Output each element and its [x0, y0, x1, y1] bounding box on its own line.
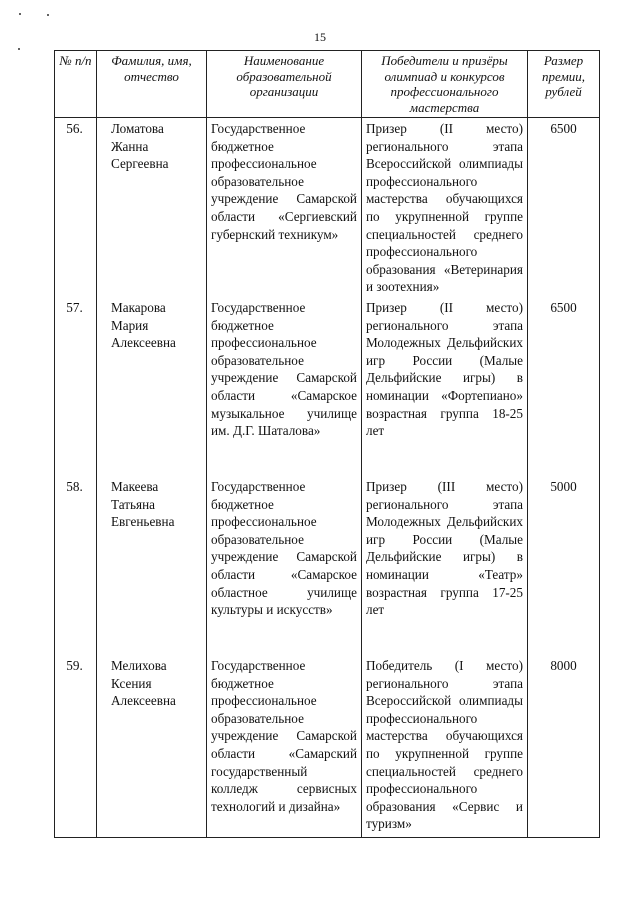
- award-description: Призер (II место) регионального этапа Всероссийской олимпиады профессионального мастерства обучающихся по укрупненной группе специальностей среднего профессионального образования «Ветеринария и зоотехния»: [362, 118, 528, 298]
- header-prize-amount: Размер премии, рублей: [528, 51, 600, 118]
- scan-speck: [19, 13, 21, 15]
- table-header-row: [55, 51, 600, 118]
- scan-speck: [18, 48, 20, 50]
- header-award: Победители и призёры олимпиад и конкурсов профессионального мастерства: [362, 51, 528, 118]
- organization: Государственное бюджетное профессиональное образовательное учреждение Самарской области «Самарский государственный колледж сервисных технологий и дизайна»: [207, 655, 362, 838]
- header-organization: Наименование образовательной организации: [207, 51, 362, 118]
- header-number: № п/п: [55, 51, 97, 118]
- awards-table: [54, 50, 600, 838]
- row-number: 57.: [55, 297, 97, 476]
- header-full-name: Фамилия, имя, отчество: [97, 51, 207, 118]
- scan-speck: [47, 14, 49, 16]
- prize-amount: 6500: [528, 118, 600, 298]
- page-number: 15: [314, 30, 326, 44]
- prize-amount: 6500: [528, 297, 600, 476]
- table-row: [55, 297, 600, 476]
- row-number: 59.: [55, 655, 97, 838]
- table-row: [55, 476, 600, 655]
- award-description: Победитель (I место) регионального этапа Всероссийской олимпиады профессионального мастерства обучающихся по укрупненной группе специальностей среднего профессионального образования «Сервис и туризм»: [362, 655, 528, 838]
- full-name: Ломатова Жанна Сергеевна: [97, 118, 207, 298]
- prize-amount: 5000: [528, 476, 600, 655]
- table-row: [55, 655, 600, 838]
- full-name: Макарова Мария Алексеевна: [97, 297, 207, 476]
- full-name: Мелихова Ксения Алексеевна: [97, 655, 207, 838]
- row-number: 56.: [55, 118, 97, 298]
- award-description: Призер (II место) регионального этапа Молодежных Дельфийских игр России (Малые Дельфийские игры) в номинации «Фортепиано» возрастная группа 18-25 лет: [362, 297, 528, 476]
- table-row: [55, 118, 600, 298]
- organization: Государственное бюджетное профессиональное образовательное учреждение Самарской области «Самарское музыкальное училище им. Д.Г. Шаталова»: [207, 297, 362, 476]
- organization: Государственное бюджетное профессиональное образовательное учреждение Самарской области «Самарское областное училище культуры и искусств»: [207, 476, 362, 655]
- prize-amount: 8000: [528, 655, 600, 838]
- row-number: 58.: [55, 476, 97, 655]
- full-name: Макеева Татьяна Евгеньевна: [97, 476, 207, 655]
- award-description: Призер (III место) регионального этапа Молодежных Дельфийских игр России (Малые Дельфийские игры) в номинации «Театр» возрастная группа 17-25 лет: [362, 476, 528, 655]
- organization: Государственное бюджетное профессиональное образовательное учреждение Самарской области «Сергиевский губернский техникум»: [207, 118, 362, 298]
